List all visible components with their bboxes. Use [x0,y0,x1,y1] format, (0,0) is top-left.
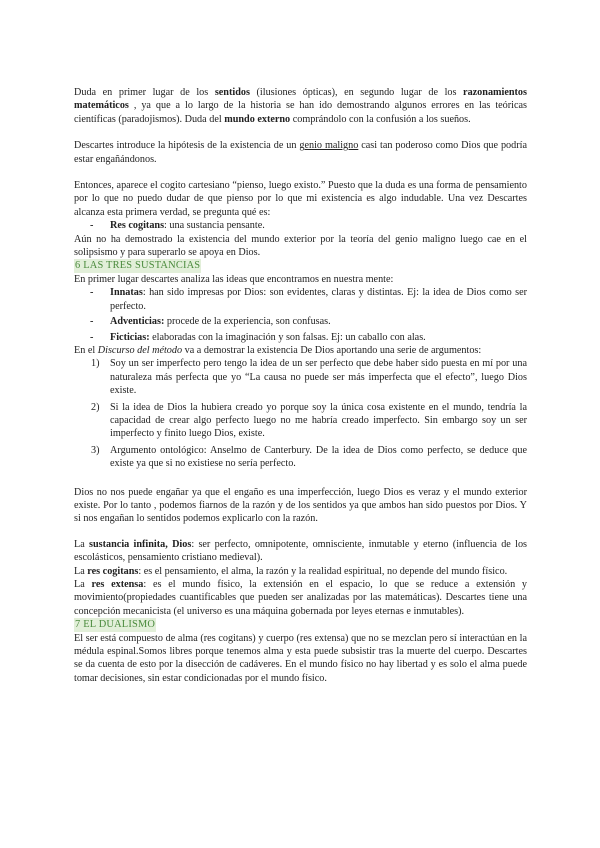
paragraph-dudas [74,86,527,126]
text-run: En el [74,344,98,356]
section-heading-6 [74,259,527,272]
text-run: : ser perfecto, omnipotente, omnisciente, inmutable y eterno (influencia de los escolásticos, pensamiento cristiano medieval). [74,538,528,564]
paragraph-sustancia-infinita [74,538,527,565]
term-ficticias: Ficticias: [110,331,150,343]
term-razonamientos: razonamientos matemáticos [74,87,527,112]
text-run: casi tan poderoso como Dios que podría estar engañándonos. [74,140,527,165]
paragraph-discurso [74,344,527,357]
text-run: La [74,538,90,550]
arguments-list [74,357,527,470]
term-sustancia-infinita: sustancia infinita, Dios [89,538,192,550]
text-run: La [74,565,88,577]
list-item [74,315,527,328]
text-run: : han sido impresas por Dios: son evidentes, claras y distintas. Ej: la idea de Dios como ser perfecto. [110,287,527,312]
heading-text: 6 LAS TRES SUSTANCIAS [75,260,201,272]
text-run: Argumento ontológico: Anselmo de Canterbury. De la idea de Dios como perfecto, se deduce que existe ya que si no existiese no sería perfecto. [110,444,527,470]
paragraph-solipsismo: Aún no ha demostrado la existencia del mundo exterior por la teoría del genio maligno luego cae en el solipsismo y para superarlo se apoya en Dios. [74,233,527,259]
paragraph-genio-maligno [74,139,527,166]
paragraph-res-cogitans [74,565,527,578]
list-item [74,219,527,232]
text-run: Soy un ser imperfecto pero tengo la idea de un ser perfecto que debe haber sido puesta en mí por una naturaleza más perfecta que yo “La causa no puede ser más imperfecta que el efecto”, luego Dios existe. [110,358,527,397]
paragraph-dios-veraz: Dios no nos puede engañar ya que el engaño es una imperfección, luego Dios es veraz y el mundo exterior existe. Por lo tanto , podemos fiarnos de la razón y de los sentidos ya que ambos han sido puestos por Dios. Y si nos engañan lo sentidos podemos explicarlo con la razón. [74,486,527,525]
text-run: procede de la experiencia, son confusas. [164,316,331,328]
paragraph-ideas-intro: En primer lugar descartes analiza las ideas que encontramos en nuestra mente: [74,273,394,285]
list-number: 1) [91,358,100,370]
list-number: 3) [91,444,100,456]
list-item [74,331,527,344]
book-title: Discurso del método [97,344,183,356]
text-run: : es el pensamiento, el alma, la razón y la realidad espiritual, no depende del mundo físico. [138,565,508,577]
term-sentidos: sentidos [214,87,250,98]
text-run: : es el mundo físico, la extensión en el espacio, lo que se reduce a extensión y movimiento(propiedades cuantificables que pueden ser analizadas por las matemáticas). Descartes tiene una concepción mecanicista (el universo es una máquina gobernada por leyes eternas e inmutables). [74,579,528,617]
term-adventicias: Adventicias: [110,316,165,328]
cogito-list [74,219,527,232]
document-page [74,86,527,685]
text-run: elaboradas con la imaginación y son falsas. Ej: un caballo con alas. [149,331,426,343]
heading-text: 7 EL DUALISMO [75,619,156,631]
paragraph-res-extensa [74,578,527,618]
text-run: comprándolo con la confusión a los sueños. [290,113,471,125]
term-innatas: Innatas [110,287,143,299]
text-run: Descartes introduce la hipótesis de la existencia de un [74,140,300,152]
text-run: Duda en primer lugar de los [74,87,215,98]
text-run: (ilusiones ópticas), en segundo lugar de los [249,87,464,98]
text-run: : una sustancia pensante. [164,220,265,232]
list-item [74,444,527,471]
text-run: La [74,579,92,590]
ideas-list [74,286,527,344]
text-run: Si la idea de Dios la hubiera creado yo porque soy la única cosa existente en el mundo, tendría la capacidad de crear algo perfecto luego no me habría creado imperfecto. Sin embargo soy un ser imperfecto y finito luego Dios, existe. [110,401,527,440]
paragraph-cogito: Entonces, aparece el cogito cartesiano “pienso, luego existo.” Puesto que la duda es una forma de pensamiento por lo que no puedo dudar de que pienso por lo que mi existencia es algo indudable. Una vez Descartes alcanza esta primera verdad, se pregunta qué es: [74,180,527,218]
text-run: va a demostrar la existencia De Dios aportando una serie de argumentos: [182,344,482,356]
term-genio-maligno: genio maligno [299,140,359,152]
list-item [74,401,527,441]
term-res-extensa: res extensa [91,579,144,590]
term-mundo-externo: mundo externo [224,113,291,125]
term-res-cogitans: Res cogitans [110,220,165,232]
term-res-cogitans: res cogitans [87,565,139,577]
text-run: , ya que a lo largo de la historia se han ido demostrando algunos errores en las teóricas científicas (paradojismos). Duda del [74,100,527,125]
list-item [74,286,527,313]
list-item [74,357,527,397]
list-number: 2) [91,401,100,413]
paragraph-dualismo: El ser está compuesto de alma (res cogitans) y cuerpo (res extensa) que no se mezclan pero sí interactúan en la médula espinal.Somos libres porque tenemos alma y esta puede subsistir tras la muerte del cuerpo. Descartes se da cuenta de esto por la disección de cadáveres. En el mundo físico no hay libertad y es solo el alma puede tomar decisiones, sin estar condicionadas por el mundo físico. [74,632,527,684]
section-heading-7 [74,618,527,631]
